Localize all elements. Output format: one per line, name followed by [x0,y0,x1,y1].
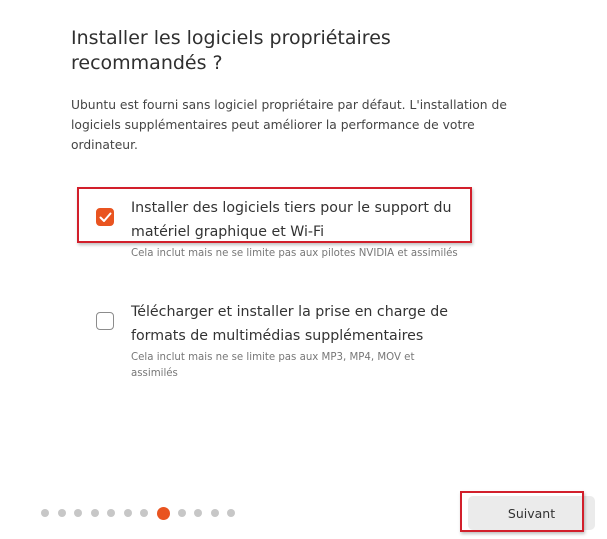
progress-dot [227,509,235,517]
progress-dot [91,509,99,517]
progress-dot [178,509,186,517]
progress-dot [211,509,219,517]
multimedia-codecs-note: Cela inclut mais ne se limite pas aux MP3, MP4, MOV et assimilés [131,352,415,379]
multimedia-codecs-checkbox[interactable] [96,312,114,330]
multimedia-codecs-label[interactable]: Télécharger et installer la prise en charge de formats de multimédias supplémentaires [131,304,448,344]
progress-dot [107,509,115,517]
progress-dot [194,509,202,517]
progress-dot [41,509,49,517]
progress-dot-current [157,507,170,520]
step-progress-dots [41,506,244,520]
intro-text: Ubuntu est fourni sans logiciel propriétaire par défaut. L'installation de logiciels supplémentaires peut améliorer la performance de votre ordinateur. [71,98,507,152]
progress-dot [124,509,132,517]
checkmark-icon [99,212,112,223]
progress-dot [58,509,66,517]
third-party-drivers-label[interactable]: Installer des logiciels tiers pour le support du matériel graphique et Wi-Fi [131,200,452,240]
page-title: Installer les logiciels propriétaires recommandés ? [71,27,391,74]
progress-dot [74,509,82,517]
third-party-drivers-note: Cela inclut mais ne se limite pas aux pilotes NVIDIA et assimilés [131,248,458,259]
next-button[interactable]: Suivant [468,496,595,530]
third-party-drivers-checkbox[interactable] [96,208,114,226]
progress-dot [140,509,148,517]
